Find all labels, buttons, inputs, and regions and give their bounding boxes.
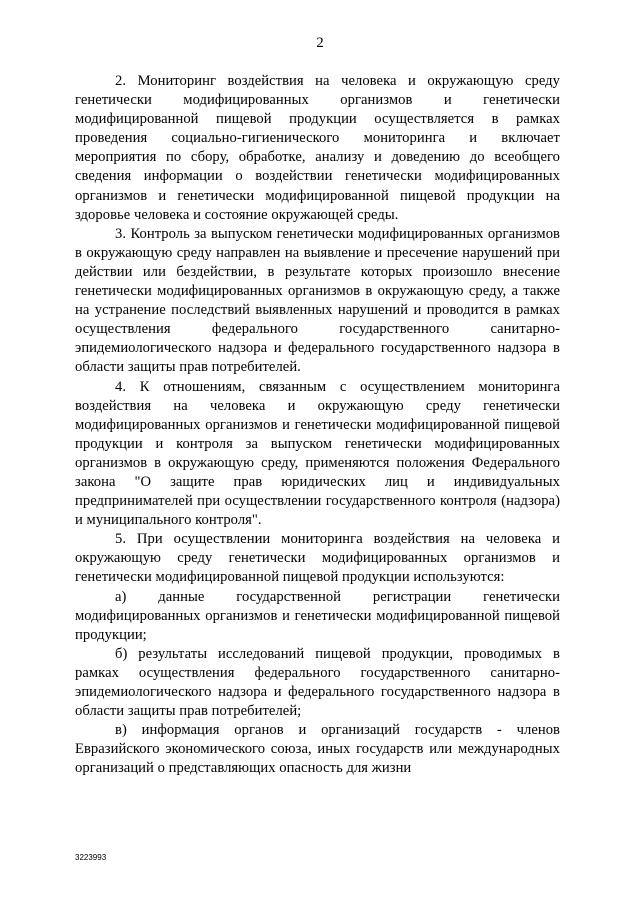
paragraph-4-relations: 4. К отношениям, связанным с осуществлением мониторинга воздействия на человека и окружающую среду генетически модифицированных организмов и генетически модифицированной пищевой продукции и контроля за выпуском генетически модифицированных организмов в окружающую среду, применяются положения Федерального закона "О защите прав юридических лиц и индивидуальных предпринимателей при осуществлении государственного контроля (надзора) и муниципального контроля". [75, 378, 560, 529]
page-number: 2 [316, 35, 324, 51]
paragraph-2-monitoring: 2. Мониторинг воздействия на человека и окружающую среду генетически модифицированных организмов и генетически модифицированной пищевой продукции осуществляется в рамках проведения социально-гигиенического мониторинга и включает мероприятия по сбору, обработке, анализу и доведению до всеобщего сведения информации о воздействии генетически модифицированных организмов и генетически модифицированной пищевой продукции на здоровье человека и состояние окружающей среды. [75, 73, 560, 223]
list-item-a: а) данные государственной регистрации генетически модифицированных организмов и генетически модифицированной пищевой продукции; [75, 588, 560, 643]
paragraph-3-control: 3. Контроль за выпуском генетически модифицированных организмов в окружающую среду направлен на выявление и пресечение нарушений при действии или бездействии, в результате которых произошло внесение генетически модифицированных организмов в окружающую среду, а также на устранение последствий выявленных нарушений и проводится в рамках осуществления федерального государственного санитарно-эпидемиологического надзора и федерального государственного надзора в области защиты прав потребителей. [75, 225, 560, 376]
paragraph-5-sources: 5. При осуществлении мониторинга воздействия на человека и окружающую среду генетически модифицированных организмов и генетически модифицированной пищевой продукции используются: [75, 531, 560, 586]
document-code: 3223993 [75, 853, 107, 862]
list-item-b: б) результаты исследований пищевой продукции, проводимых в рамках осуществления федерального государственного санитарно-эпидемиологического надзора и федерального государственного надзора в области защиты прав потребителей; [75, 645, 560, 720]
list-item-v: в) информация органов и организаций государств - членов Евразийского экономического союза, иных государств или международных организаций о представляющих опасность для жизни [75, 722, 560, 777]
document-body [75, 72, 560, 778]
